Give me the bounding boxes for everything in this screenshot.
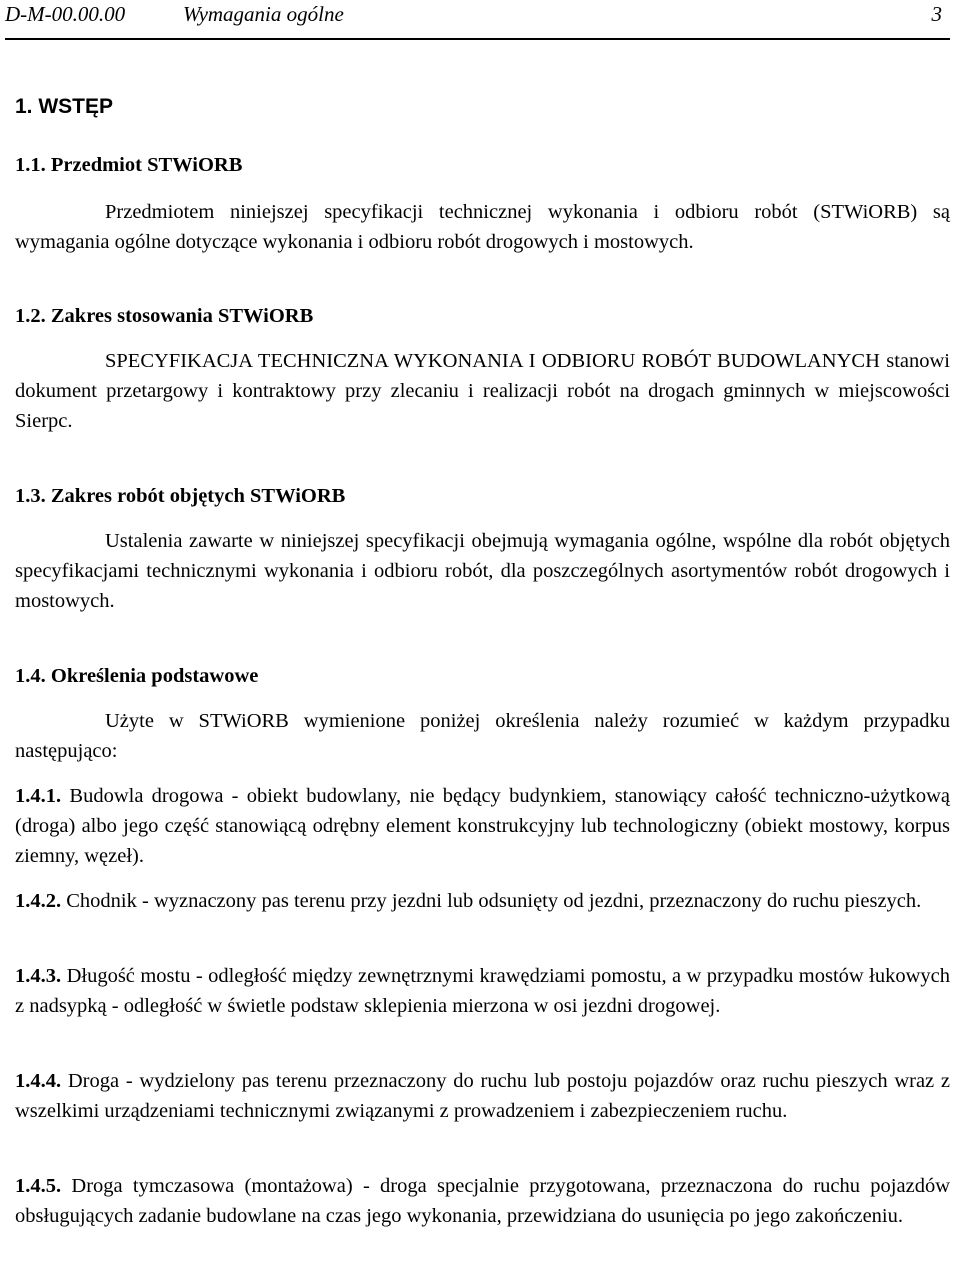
definition-text: Chodnik - wyznaczony pas terenu przy jezdni lub odsunięty od jezdni, przeznaczony do ruchu pieszych. xyxy=(61,890,922,912)
definition-number: 1.4.2. xyxy=(15,890,62,912)
definition-1-4-1 xyxy=(15,781,950,871)
definition-number: 1.4.3. xyxy=(15,965,62,987)
page-header xyxy=(5,0,950,40)
definition-number: 1.4.1. xyxy=(15,785,62,807)
section-1-4-intro: Użyte w STWiORB wymienione poniżej określenia należy rozumieć w każdym przypadku następująco: xyxy=(15,710,950,762)
definition-text: Długość mostu - odległość między zewnętrznymi krawędziami pomostu, a w przypadku mostów łukowych z nadsypką - odległość w świetle podstaw sklepienia mierzona w osi jezdni drogowej. xyxy=(15,965,950,1017)
document-code: D-M-00.00.00 xyxy=(5,2,126,26)
section-1-title: 1. WSTĘP xyxy=(15,95,114,118)
definition-1-4-3 xyxy=(15,961,950,1021)
definition-1-4-4 xyxy=(15,1066,950,1126)
document-title: Wymagania ogólne xyxy=(183,2,344,26)
section-1-1-text: Przedmiotem niniejszej specyfikacji technicznej wykonania i odbioru robót (STWiORB) są wymagania ogólne dotyczące wykonania i odbioru robót drogowych i mostowych. xyxy=(15,201,950,253)
section-1-2-text: SPECYFIKACJA TECHNICZNA WYKONANIA I ODBIORU ROBÓT BUDOWLANYCH stanowi dokument przetargowy i kontraktowy przy zlecaniu i realizacji robót na drogach gminnych w miejscowości Sierpc. xyxy=(15,350,950,432)
section-1-1-title: 1.1. Przedmiot STWiORB xyxy=(15,154,243,176)
definition-1-4-2 xyxy=(15,886,950,916)
section-1-3-text: Ustalenia zawarte w niniejszej specyfikacji obejmują wymagania ogólne, wspólne dla robót objętych specyfikacjami technicznymi wykonania i odbioru robót, dla poszczególnych asortymentów robót drogowych i mostowych. xyxy=(15,530,950,612)
definition-text: Droga - wydzielony pas terenu przeznaczony do ruchu lub postoju pojazdów oraz ruchu pieszych wraz z wszelkimi urządzeniami technicznymi związanymi z prowadzeniem i zabezpieczeniem ruchu. xyxy=(15,1070,950,1122)
page-number: 3 xyxy=(931,2,942,26)
definition-text: Budowla drogowa - obiekt budowlany, nie będący budynkiem, stanowiący całość techniczno-użytkową (droga) albo jego część stanowiącą odrębny element konstrukcyjny lub technologiczny (obiekt mostowy, korpus ziemny, węzeł). xyxy=(15,785,950,867)
section-1-3-title: 1.3. Zakres robót objętych STWiORB xyxy=(15,485,346,507)
definition-number: 1.4.5. xyxy=(15,1175,62,1197)
section-1-2-title: 1.2. Zakres stosowania STWiORB xyxy=(15,305,314,327)
definition-number: 1.4.4. xyxy=(15,1070,62,1092)
definition-text: Droga tymczasowa (montażowa) - droga specjalnie przygotowana, przeznaczona do ruchu pojazdów obsługujących zadanie budowlane na czas jego wykonania, przewidziana do usunięcia po jego zakończeniu. xyxy=(15,1175,950,1227)
definition-1-4-5 xyxy=(15,1171,950,1231)
section-1-4-title: 1.4. Określenia podstawowe xyxy=(15,665,259,687)
